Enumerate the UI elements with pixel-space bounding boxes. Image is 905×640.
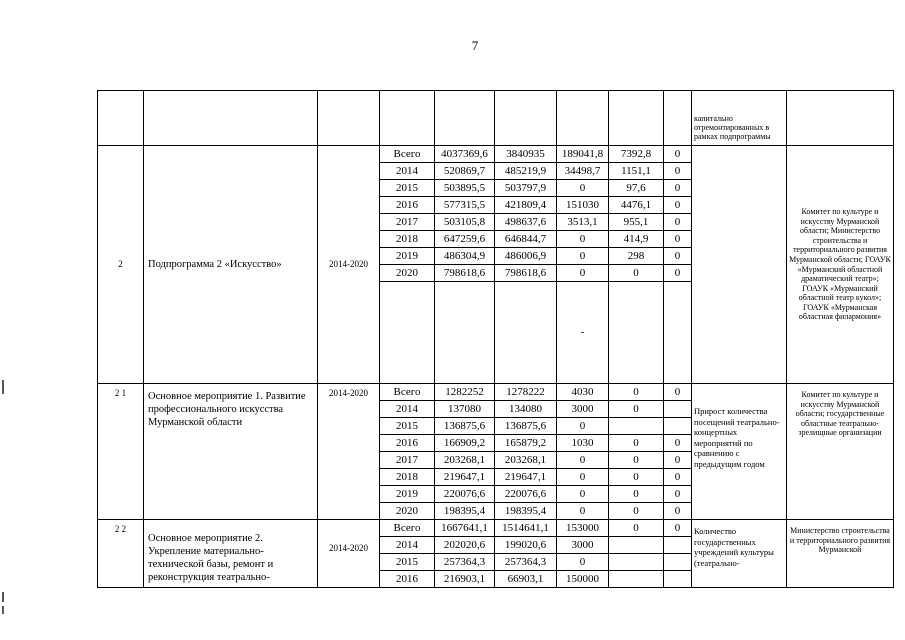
responsible: Министерство строительства и территориального развития Мурманской xyxy=(787,520,894,588)
year: 2014 xyxy=(380,537,435,554)
value: 0 xyxy=(664,435,692,452)
value: 0 xyxy=(664,163,692,180)
value: 414,9 xyxy=(609,231,664,248)
period: 2014-2020 xyxy=(318,384,380,520)
year: 2015 xyxy=(380,554,435,571)
year: 2014 xyxy=(380,163,435,180)
value: 0 xyxy=(557,469,609,486)
cell xyxy=(664,91,692,146)
year: 2019 xyxy=(380,486,435,503)
cell xyxy=(435,91,495,146)
value: 421809,4 xyxy=(495,197,557,214)
total: 216903,1 xyxy=(435,571,495,588)
cell xyxy=(495,91,557,146)
cell xyxy=(609,282,664,384)
value: 0 xyxy=(557,418,609,435)
value xyxy=(664,418,692,435)
cell xyxy=(495,282,557,384)
value: 1278222 xyxy=(495,384,557,401)
value: 0 xyxy=(609,503,664,520)
total: 798618,6 xyxy=(435,265,495,282)
value: 7392,8 xyxy=(609,146,664,163)
year: 2020 xyxy=(380,503,435,520)
year: 2015 xyxy=(380,418,435,435)
value: 498637,6 xyxy=(495,214,557,231)
year: 2016 xyxy=(380,197,435,214)
year: 2018 xyxy=(380,231,435,248)
cell xyxy=(380,91,435,146)
total: 503895,5 xyxy=(435,180,495,197)
year: Всего xyxy=(380,146,435,163)
value xyxy=(609,571,664,588)
total: 647259,6 xyxy=(435,231,495,248)
value: 257364,3 xyxy=(495,554,557,571)
year: 2017 xyxy=(380,452,435,469)
total: 1667641,1 xyxy=(435,520,495,537)
row-number: 2 2 xyxy=(98,520,144,588)
table-row xyxy=(98,384,894,401)
row-number: 2 xyxy=(98,146,144,384)
value: 0 xyxy=(664,214,692,231)
value: 3513,1 xyxy=(557,214,609,231)
program-name: Основное мероприятие 2. Укрепление материально-технической базы, ремонт и реконструкция театрально- xyxy=(144,520,318,588)
responsible: Комитет по культуре и искусству Мурманской области; государственные областные театрально-зрелищные организации xyxy=(787,384,894,520)
value: 153000 xyxy=(557,520,609,537)
value: 66903,1 xyxy=(495,571,557,588)
year: 2014 xyxy=(380,401,435,418)
value: 198395,4 xyxy=(495,503,557,520)
total: 202020,6 xyxy=(435,537,495,554)
cell xyxy=(98,91,144,146)
responsible: Комитет по культуре и искусству Мурманской области; Министерство строительства и территориального развития Мурманской области; ГОАУК «Мурманский областной драматический театр»; ГОАУК «Мурманский областной театр кукол»; ГОАУК «Мурманская областная филармония» xyxy=(787,146,894,384)
table-row xyxy=(98,146,894,163)
total: 577315,5 xyxy=(435,197,495,214)
cell xyxy=(144,91,318,146)
value: 3840935 xyxy=(495,146,557,163)
year: 2020 xyxy=(380,265,435,282)
year: 2018 xyxy=(380,469,435,486)
value: 0 xyxy=(664,180,692,197)
value: 4030 xyxy=(557,384,609,401)
indicator-cell: Количество государственных учреждений культуры (театрально- xyxy=(692,520,787,588)
total: 136875,6 xyxy=(435,418,495,435)
value xyxy=(664,554,692,571)
value: 203268,1 xyxy=(495,452,557,469)
total: 257364,3 xyxy=(435,554,495,571)
value: 3000 xyxy=(557,401,609,418)
value: 1514641,1 xyxy=(495,520,557,537)
page-number: 7 xyxy=(471,38,479,53)
program-name: Подпрограмма 2 «Искусство» xyxy=(144,146,318,384)
value: 150000 xyxy=(557,571,609,588)
value: 485219,9 xyxy=(495,163,557,180)
value xyxy=(609,537,664,554)
table-row xyxy=(98,520,894,537)
cell xyxy=(557,91,609,146)
value: 0 xyxy=(664,503,692,520)
value: 0 xyxy=(664,146,692,163)
value: 798618,6 xyxy=(495,265,557,282)
total: 166909,2 xyxy=(435,435,495,452)
value: 0 xyxy=(664,231,692,248)
value: 0 xyxy=(664,520,692,537)
value: 199020,6 xyxy=(495,537,557,554)
value: 0 xyxy=(557,265,609,282)
value: 0 xyxy=(609,469,664,486)
total: 137080 xyxy=(435,401,495,418)
value: 97,6 xyxy=(609,180,664,197)
cell xyxy=(664,282,692,384)
dash-mark: - xyxy=(557,282,609,384)
value: 486006,9 xyxy=(495,248,557,265)
value xyxy=(664,571,692,588)
year: 2017 xyxy=(380,214,435,231)
continuation-row xyxy=(98,91,894,146)
value: 3000 xyxy=(557,537,609,554)
value: 0 xyxy=(557,486,609,503)
period: 2014-2020 xyxy=(318,520,380,588)
value: 0 xyxy=(664,248,692,265)
cell xyxy=(380,282,435,384)
margin-mark xyxy=(2,592,4,602)
value: 503797,9 xyxy=(495,180,557,197)
value: 136875,6 xyxy=(495,418,557,435)
value: 151030 xyxy=(557,197,609,214)
total: 203268,1 xyxy=(435,452,495,469)
total: 198395,4 xyxy=(435,503,495,520)
value: 0 xyxy=(664,486,692,503)
value: 219647,1 xyxy=(495,469,557,486)
total: 4037369,6 xyxy=(435,146,495,163)
program-table xyxy=(97,90,894,588)
value xyxy=(664,537,692,554)
value: 0 xyxy=(557,248,609,265)
indicator-cell xyxy=(692,146,787,384)
value: 298 xyxy=(609,248,664,265)
year: Всего xyxy=(380,520,435,537)
value: 0 xyxy=(664,469,692,486)
year: 2016 xyxy=(380,571,435,588)
total: 220076,6 xyxy=(435,486,495,503)
value: 220076,6 xyxy=(495,486,557,503)
value: 165879,2 xyxy=(495,435,557,452)
cell xyxy=(435,282,495,384)
year: 2019 xyxy=(380,248,435,265)
margin-mark xyxy=(2,380,4,394)
value: 0 xyxy=(609,486,664,503)
indicator-cell: капитально отремонтированных в рамках подпрограммы xyxy=(692,91,787,146)
value: 0 xyxy=(664,384,692,401)
value: 0 xyxy=(664,197,692,214)
value: 0 xyxy=(557,554,609,571)
period: 2014-2020 xyxy=(318,146,380,384)
value: 0 xyxy=(557,503,609,520)
total: 219647,1 xyxy=(435,469,495,486)
value: 0 xyxy=(609,520,664,537)
total: 486304,9 xyxy=(435,248,495,265)
year: Всего xyxy=(380,384,435,401)
value: 1030 xyxy=(557,435,609,452)
value: 0 xyxy=(664,452,692,469)
value: 0 xyxy=(609,384,664,401)
row-number: 2 1 xyxy=(98,384,144,520)
program-name: Основное мероприятие 1. Развитие профессионального искусства Мурманской области xyxy=(144,384,318,520)
value xyxy=(664,401,692,418)
total: 503105,8 xyxy=(435,214,495,231)
year: 2016 xyxy=(380,435,435,452)
cell xyxy=(787,91,894,146)
cell xyxy=(609,91,664,146)
year: 2015 xyxy=(380,180,435,197)
value xyxy=(609,554,664,571)
value: 34498,7 xyxy=(557,163,609,180)
value: 0 xyxy=(557,452,609,469)
indicator-cell: Прирост количества посещений театрально-концертных мероприятий по сравнению с предыдущим годом xyxy=(692,384,787,520)
cell xyxy=(318,91,380,146)
value: 0 xyxy=(609,452,664,469)
value: 0 xyxy=(557,231,609,248)
value: 134080 xyxy=(495,401,557,418)
value: 0 xyxy=(664,265,692,282)
value: 0 xyxy=(557,180,609,197)
value: 0 xyxy=(609,265,664,282)
margin-mark xyxy=(2,606,4,614)
value: 646844,7 xyxy=(495,231,557,248)
total: 1282252 xyxy=(435,384,495,401)
value: 1151,1 xyxy=(609,163,664,180)
value: 4476,1 xyxy=(609,197,664,214)
total: 520869,7 xyxy=(435,163,495,180)
value xyxy=(609,418,664,435)
value: 955,1 xyxy=(609,214,664,231)
value: 0 xyxy=(609,435,664,452)
value: 0 xyxy=(609,401,664,418)
value: 189041,8 xyxy=(557,146,609,163)
